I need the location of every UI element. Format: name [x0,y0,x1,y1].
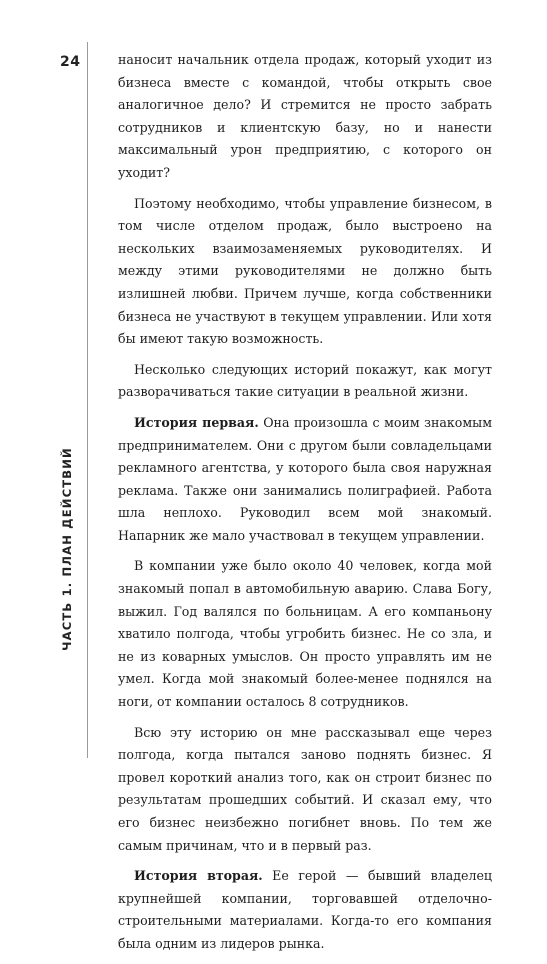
paragraph-text: В компании уже было около 40 человек, когда мой знакомый попал в автомобильную аварию. Слава Богу, выжил. Год валялся по больницам. А его компаньону хватило полгода, чтобы угробить бизнес. Не со зла, и не из коварных умыслов. Он просто управлять им не умел. Когда мой знакомый более-менее поднялся на ноги, от компании осталось 8 сотрудников. [118,558,492,710]
paragraph [118,193,492,351]
paragraph-lead: История первая. [134,414,259,430]
paragraph-lead: История вторая. [134,868,263,884]
page-number: 24 [60,54,81,70]
paragraph-text: наносит начальник отдела продаж, который уходит из бизнеса вместе с командой, чтобы открыть свое аналогичное дело? И стремится не просто забрать сотрудников и клиентскую базу, но и нанести максимальный урон предприятию, с которого он уходит? [118,52,492,180]
paragraph [118,555,492,713]
paragraph-text: Поэтому необходимо, чтобы управление бизнесом, в том числе отделом продаж, было выстроено на нескольких взаимозаменяемых руководителях. И между этими руководителями не должно быть излишней любви. Причем лучше, когда собственники бизнеса не участвуют в текущем управлении. Или хотя бы имеют такую возможность. [118,195,492,347]
paragraph-text: Ее герой — бывший владелец крупнейшей компании, торговавшей отделочно-строительными материалами. Когда-то его компания была одним из лидеров рынка. [118,868,492,951]
paragraph-text: Несколько следующих историй покажут, как могут разворачиваться такие ситуации в реальной жизни. [118,361,492,400]
body-text [118,49,492,964]
running-head-container [52,364,82,734]
paragraph-text: Всю эту историю он мне рассказывал еще через полгода, когда пытался заново поднять бизнес. Я провел короткий анализ того, как он строит бизнес по результатам прошедших событий. И сказал ему, что его бизнес неизбежно погибнет вновь. По тем же самым причинам, что и в первый раз. [118,724,492,853]
paragraph [118,722,492,858]
paragraph [118,412,492,548]
paragraph [118,865,492,955]
running-head: ЧАСТЬ 1. ПЛАН ДЕЙСТВИЙ [60,447,74,651]
paragraph [118,49,492,185]
margin-rule [87,42,88,758]
paragraph-text: Она произошла с моим знакомым предпринимателем. Они с другом были совладельцами рекламного агентства, у которого была своя наружная реклама. Также они занимались полиграфией. Работа шла неплохо. Руководил всем мой знакомый. Напарник же мало участвовал в текущем управлении. [118,414,492,543]
paragraph [118,359,492,404]
